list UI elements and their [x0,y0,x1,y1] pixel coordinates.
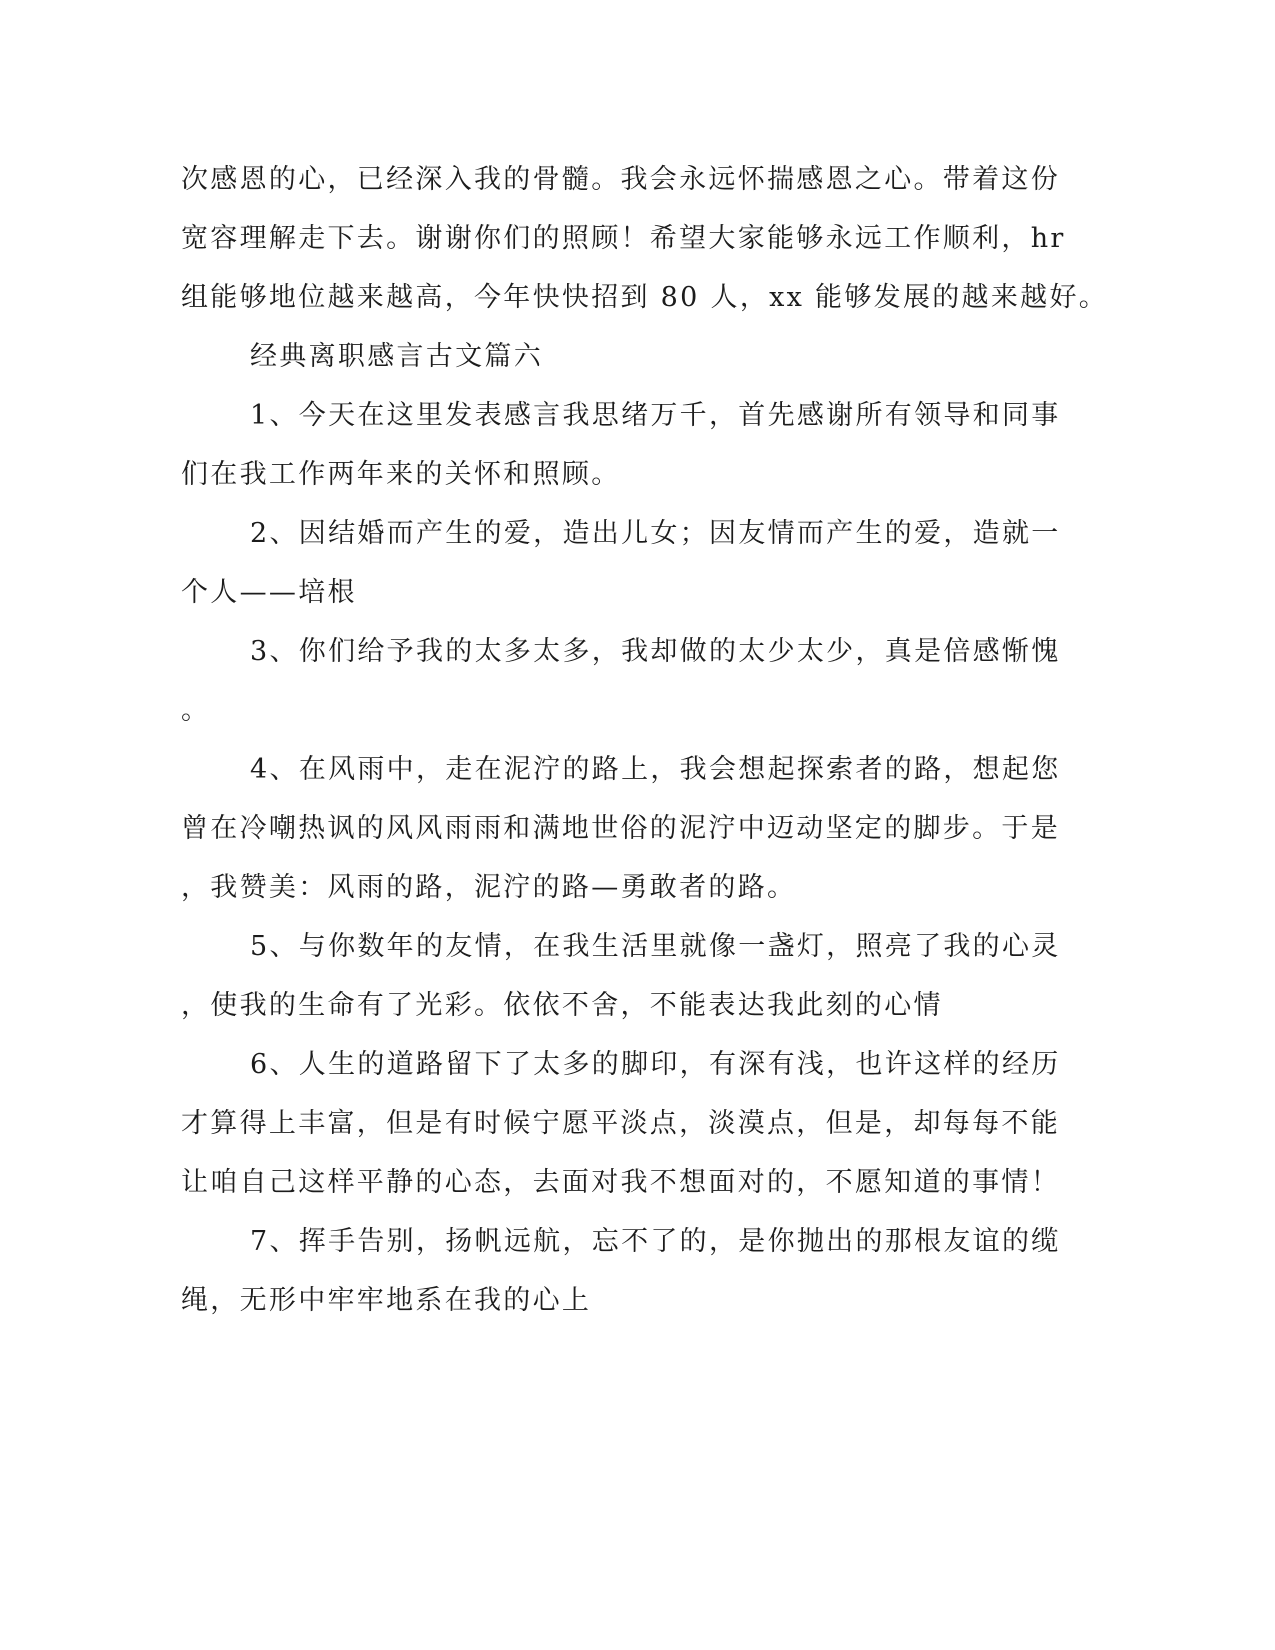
body-text-line: 7、挥手告别，扬帆远航，忘不了的，是你抛出的那根友谊的缆 [250,1226,1061,1257]
body-text-line: 2、因结婚而产生的爱，造出儿女；因友情而产生的爱，造就一 [250,518,1061,549]
body-text-line: 宽容理解走下去。谢谢你们的照顾！希望大家能够永远工作顺利，hr [181,223,1066,254]
body-text-line: 们在我工作两年来的关怀和照顾。 [181,459,621,490]
body-text-line: ，我赞美：风雨的路，泥泞的路—勇敢者的路。 [181,872,797,903]
section-heading: 经典离职感言古文篇六 [250,341,543,372]
body-text-line: ，使我的生命有了光彩。依依不舍，不能表达我此刻的心情 [181,990,943,1021]
body-text-line: 5、与你数年的友情，在我生活里就像一盏灯，照亮了我的心灵 [250,931,1061,962]
body-text-line: 次感恩的心，已经深入我的骨髓。我会永远怀揣感恩之心。带着这份 [181,164,1060,195]
body-text-line: 1、今天在这里发表感言我思绪万千，首先感谢所有领导和同事 [250,400,1061,431]
body-text-line: 绳，无形中牢牢地系在我的心上 [181,1285,592,1316]
body-text-line: 让咱自己这样平静的心态，去面对我不想面对的，不愿知道的事情！ [181,1167,1060,1198]
body-text-line: 4、在风雨中，走在泥泞的路上，我会想起探索者的路，想起您 [250,754,1061,785]
body-text-line: 才算得上丰富，但是有时候宁愿平淡点，淡漠点，但是，却每每不能 [181,1108,1060,1139]
body-text-line: 6、人生的道路留下了太多的脚印，有深有浅，也许这样的经历 [250,1049,1061,1080]
body-text-line: 3、你们给予我的太多太多，我却做的太少太少，真是倍感惭愧 [250,636,1061,667]
body-text-line: 曾在冷嘲热讽的风风雨雨和满地世俗的泥泞中迈动坚定的脚步。于是 [181,813,1060,844]
body-text-line: 个人——培根 [181,577,357,608]
body-text-line: 组能够地位越来越高，今年快快招到 80 人，xx 能够发展的越来越好。 [181,282,1109,313]
body-text-line: 。 [181,695,211,726]
